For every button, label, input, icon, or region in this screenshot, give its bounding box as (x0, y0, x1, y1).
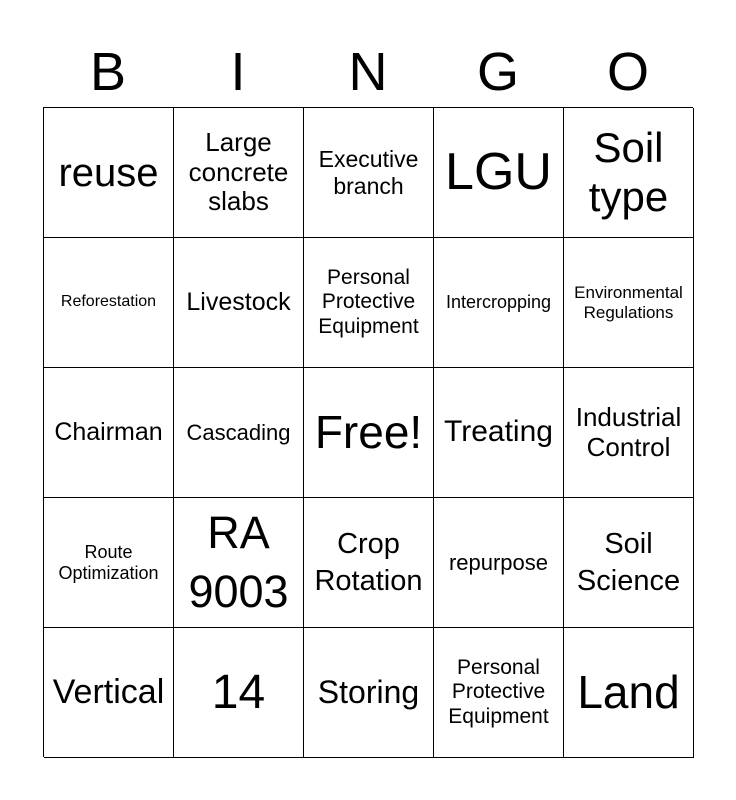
cell-label: 14 (211, 665, 266, 719)
bingo-header (43, 40, 693, 104)
cell-label: Treating (444, 415, 553, 449)
bingo-cell[interactable] (44, 628, 174, 758)
cell-label: Soil Science (576, 528, 681, 597)
bingo-cell[interactable] (434, 628, 564, 758)
header-letter-g: G (476, 42, 519, 102)
cell-label: Storing (317, 674, 420, 711)
bingo-cell[interactable] (44, 368, 174, 498)
bingo-cell[interactable] (174, 108, 304, 238)
bingo-cell[interactable] (564, 238, 694, 368)
cell-label: repurpose (448, 549, 549, 575)
cell-label: Land (577, 666, 680, 719)
cell-label: Environmental Regulations (574, 282, 683, 322)
cell-label: RA 9003 (188, 507, 289, 617)
header-letter-b: B (89, 42, 127, 102)
cell-label: Industrial Control (575, 401, 682, 462)
cell-label: Cascading (186, 419, 291, 445)
header-letter-n: N (348, 42, 388, 102)
cell-label: Executive branch (318, 146, 419, 199)
bingo-cell[interactable] (304, 628, 434, 758)
cell-label: Vertical (52, 672, 165, 711)
cell-label: Livestock (186, 288, 291, 317)
cell-label: Free! (314, 406, 423, 459)
bingo-cell[interactable] (564, 628, 694, 758)
bingo-cell[interactable] (564, 368, 694, 498)
bingo-cell[interactable] (304, 368, 434, 498)
cell-label: Crop Rotation (314, 528, 423, 597)
bingo-cell[interactable] (564, 108, 694, 238)
bingo-cell[interactable] (434, 498, 564, 628)
bingo-cell[interactable] (174, 498, 304, 628)
cell-label: Route Optimization (58, 541, 159, 583)
bingo-cell[interactable] (44, 108, 174, 238)
bingo-cell[interactable] (564, 498, 694, 628)
cell-label: Personal Protective Equipment (448, 656, 549, 728)
bingo-board (43, 107, 693, 757)
bingo-cell[interactable] (44, 498, 174, 628)
bingo-cell[interactable] (174, 368, 304, 498)
bingo-cell[interactable] (434, 368, 564, 498)
cell-label: Reforestation (60, 293, 157, 311)
bingo-cell[interactable] (174, 628, 304, 758)
cell-label: Chairman (54, 418, 163, 447)
cell-label: Soil type (588, 124, 669, 220)
cell-label: reuse (58, 150, 159, 195)
cell-label: Intercropping (445, 292, 552, 313)
bingo-cell[interactable] (434, 108, 564, 238)
bingo-cell[interactable] (304, 238, 434, 368)
header-letter-o: O (606, 42, 649, 102)
cell-label: LGU (445, 142, 552, 201)
bingo-cell[interactable] (44, 238, 174, 368)
bingo-cell[interactable] (174, 238, 304, 368)
bingo-cell[interactable] (304, 498, 434, 628)
bingo-cell[interactable] (434, 238, 564, 368)
cell-label: Personal Protective Equipment (318, 266, 419, 338)
header-letter-i: I (230, 42, 246, 102)
bingo-cell[interactable] (304, 108, 434, 238)
cell-label: Large concrete slabs (188, 126, 289, 217)
